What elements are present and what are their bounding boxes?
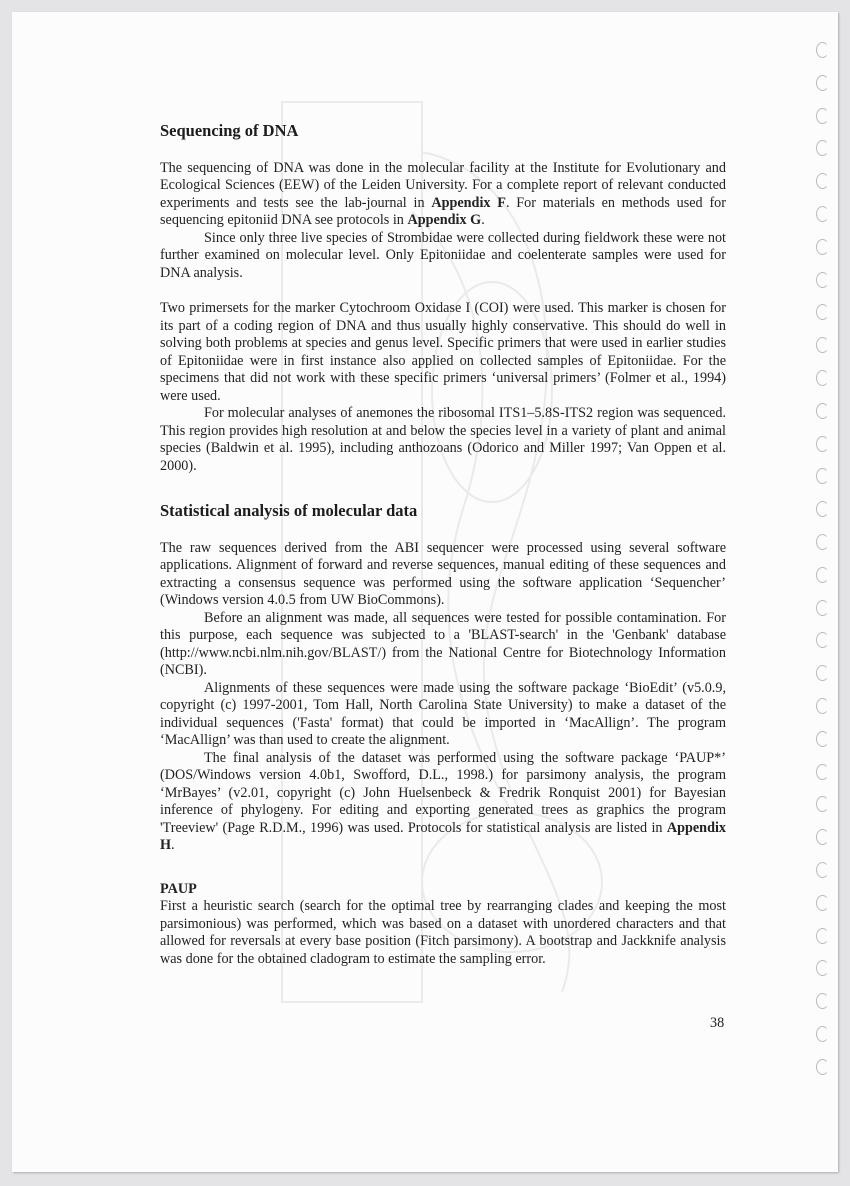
paragraph: Since only three live species of Strombidae were collected during fieldwork these were not further examined on molecular level. Only Epitoniidae and coelenterate samples were used for DNA analysis. [160, 229, 726, 281]
text-run: . For materials en methods used for sequencing epitoniid DNA see protocols in [160, 194, 726, 228]
binder-hole [816, 337, 829, 353]
binder-hole [816, 1026, 829, 1042]
text-run: The sequencing of DNA was done in the molecular facility at the Institute for Evolutionary and Ecological Sciences (EEW) of the Leiden University. For a complete report of relevant conducted experiments and tests see the lab-journal in [160, 159, 726, 211]
binder-hole [816, 534, 829, 550]
binder-hole [816, 140, 829, 156]
text-run: . [171, 837, 175, 853]
binder-hole [816, 600, 829, 616]
binder-hole [816, 764, 829, 780]
binder-hole [816, 731, 829, 747]
section-heading-sequencing: Sequencing of DNA [160, 121, 299, 140]
binder-hole [816, 632, 829, 648]
binder-hole [816, 272, 829, 288]
text-run: The final analysis of the dataset was performed using the software package ‘PAUP*’ (DOS/Windows version 4.0b1, Swofford, D.L., 1998.) for parsimony analysis, the program ‘MrBayes’ (v2.01, copyright (c) John Huelsenbeck & Fredrik Ronquist 2001) for Bayesian inference of phylogeny. For editing and exporting generated trees as graphics the program 'Treeview' (Page R.D.M., 1996) was used. Protocols for statistical analysis are listed in [160, 749, 726, 836]
binder-hole [816, 829, 829, 845]
binder-hole [816, 75, 829, 91]
binder-hole [816, 895, 829, 911]
text-run: . [481, 212, 485, 228]
binder-hole [816, 862, 829, 878]
appendix-reference: Appendix F [431, 194, 506, 211]
paragraph: The raw sequences derived from the ABI sequencer were processed using several software applications. Alignment of forward and reverse sequences, manual editing of these sequences and extracting a consensus sequence was performed using the software application ‘Sequencher’ (Windows version 4.0.5 from UW BioCommons). [160, 539, 726, 608]
binder-hole [816, 468, 829, 484]
section-heading-paup: PAUP [160, 880, 197, 897]
binder-hole [816, 501, 829, 517]
paragraph: First a heuristic search (search for the optimal tree by rearranging clades and keeping the most parsimonious) was performed, which was based on a dataset with unordered characters and that allowed for reversals at every base position (Fitch parsimony). A bootstrap and Jackknife analysis was done for the obtained cladogram to estimate the sampling error. [160, 898, 726, 967]
paragraph [160, 750, 726, 855]
binder-hole [816, 304, 829, 320]
paragraph [160, 160, 726, 230]
binder-hole [816, 960, 829, 976]
binder-hole [816, 42, 829, 58]
paragraph: For molecular analyses of anemones the ribosomal ITS1–5.8S-ITS2 region was sequenced. This region provides high resolution at and below the species level in a variety of plant and animal species (Baldwin et al. 1995), including anthozoans (Odorico and Miller 1997; Van Oppen et al. 2000). [160, 405, 726, 474]
section-heading-statistical-analysis: Statistical analysis of molecular data [160, 501, 418, 520]
binder-hole [816, 928, 829, 944]
paragraph: Before an alignment was made, all sequences were tested for possible contamination. For this purpose, each sequence was subjected to a 'BLAST-search' in the 'Genbank' database (http://www.ncbi.nlm.nih.gov/BLAST/) from the National Centre for Biotechnology Information (NCBI). [160, 609, 726, 678]
appendix-reference: Appendix G [407, 212, 482, 228]
binder-hole [816, 796, 829, 812]
page-number: 38 [710, 1015, 725, 1031]
binder-hole [816, 665, 829, 681]
binder-hole [816, 1059, 829, 1075]
paragraph: Two primersets for the marker Cytochroom Oxidase I (COI) were used. This marker is chosen for its part of a coding region of DNA and thus usually highly conservative. This should do well in solving both problems at species and genus level. Specific primers that were used in earlier studies of Epitoniidae were in first instance also applied on collected samples of Epitoniidae. For the specimens that did not work with these specific primers ‘universal primers’ (Folmer et al., 1994) were used. [160, 300, 726, 404]
paragraph: Alignments of these sequences were made using the software package ‘BioEdit’ (v5.0.9, copyright (c) 1997-2001, Tom Hall, North Carolina State University) to make a dataset of the individual sequences ('Fasta' format) that could be imported in ‘MacAllign’. The program ‘MacAllign’ was than used to create the alignment. [160, 679, 726, 748]
binder-hole [816, 403, 829, 419]
binder-hole [816, 567, 829, 583]
document-page [12, 12, 838, 1172]
binder-hole [816, 206, 829, 222]
appendix-reference: Appendix H [160, 819, 726, 853]
binder-hole [816, 698, 829, 714]
document-body [160, 122, 726, 968]
binder-hole [816, 239, 829, 255]
binder-hole [816, 993, 829, 1009]
binder-hole [816, 173, 829, 189]
binder-hole [816, 370, 829, 386]
binder-hole [816, 108, 829, 124]
binder-hole [816, 436, 829, 452]
